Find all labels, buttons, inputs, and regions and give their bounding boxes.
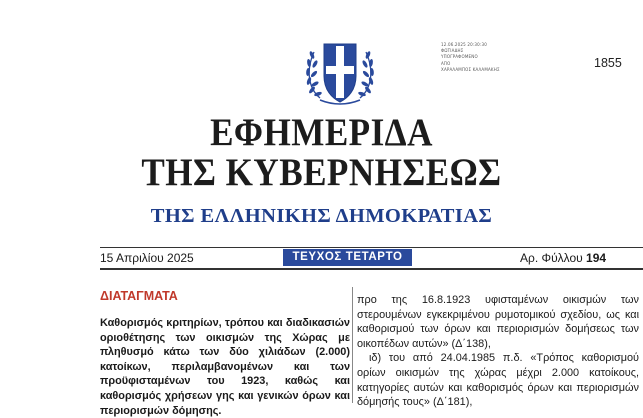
column-divider	[352, 287, 353, 403]
sheet-label: Αρ. Φύλλου	[520, 251, 583, 265]
stamp-line: ΦΩΤΙΑΔΗΣ	[441, 48, 464, 54]
stamp-line: ΑΠΟ	[441, 60, 451, 66]
section-title: ΔΙΑΤΑΓΜΑΤΑ	[100, 289, 178, 303]
sheet-number	[520, 251, 606, 265]
stamp-line: ΥΠΟΓΡΑΦΟΜΕΝΟ	[441, 54, 478, 60]
gazette-subtitle: ΤΗΣ ΕΛΛΗΝΙΚΗΣ ΔΗΜΟΚΡΑΤΙΑΣ	[150, 205, 493, 227]
stamp-line: 12.06.2025 20:30:30	[441, 42, 487, 47]
gazette-title-line1: ΕΦΗΜΕΡΙΔΑ	[210, 111, 433, 154]
issue-date: 15 Απριλίου 2025	[100, 251, 194, 265]
greek-coat-of-arms-icon	[300, 32, 380, 112]
decree-summary: Καθορισμός κριτηρίων, τρόπου και διαδικασιών οριοθέτησης των οικισμών της Χώρας με πληθυσμό κάτω των δύο χιλιάδων (2.000) κατοίκων, περιλαμβανομένων και των προϋφισταμένων του 1923, καθώς και καθορισμός χρήσεων γης και γενικών όρων και περιορισμών δόμησης.	[100, 317, 350, 417]
right-column	[357, 293, 639, 410]
gazette-title-line2: ΤΗΣ ΚΥΒΕΡΝΗΣΕΩΣ	[141, 151, 502, 194]
stamp-line: ΧΑΡΑΛΑΜΠΟΣ ΚΑΛΑΜΑΚΗΣ	[441, 66, 500, 72]
paragraph: προ της 16.8.1923 υφισταμένων οικισμών των στερουμένων εγκεκριμένου ρυμοτομικού σχεδίου, ως και καθορισμού των όρων και περιορισμών δομήσεως των οικοπέδων αυτών» (Δ΄138),	[357, 294, 639, 350]
sheet-value: 194	[586, 251, 607, 265]
issue-number: 1855	[594, 56, 622, 70]
header-divider-top	[100, 247, 643, 248]
header-divider-bottom	[100, 268, 643, 270]
digital-signature-stamp	[441, 42, 500, 73]
paragraph: ιδ) του από 24.04.1985 π.δ. «Τρόπος καθορισμού ορίων οικισμών της χώρας μέχρι 2.000 κατοίκους, κατηγορίες αυτών και καθορισμός όρων και περιορισμών δόμησής τους» (Δ΄181),	[357, 352, 639, 409]
issue-type-badge: ΤΕΥΧΟΣ ΤΕΤΑΡΤΟ	[283, 249, 412, 266]
